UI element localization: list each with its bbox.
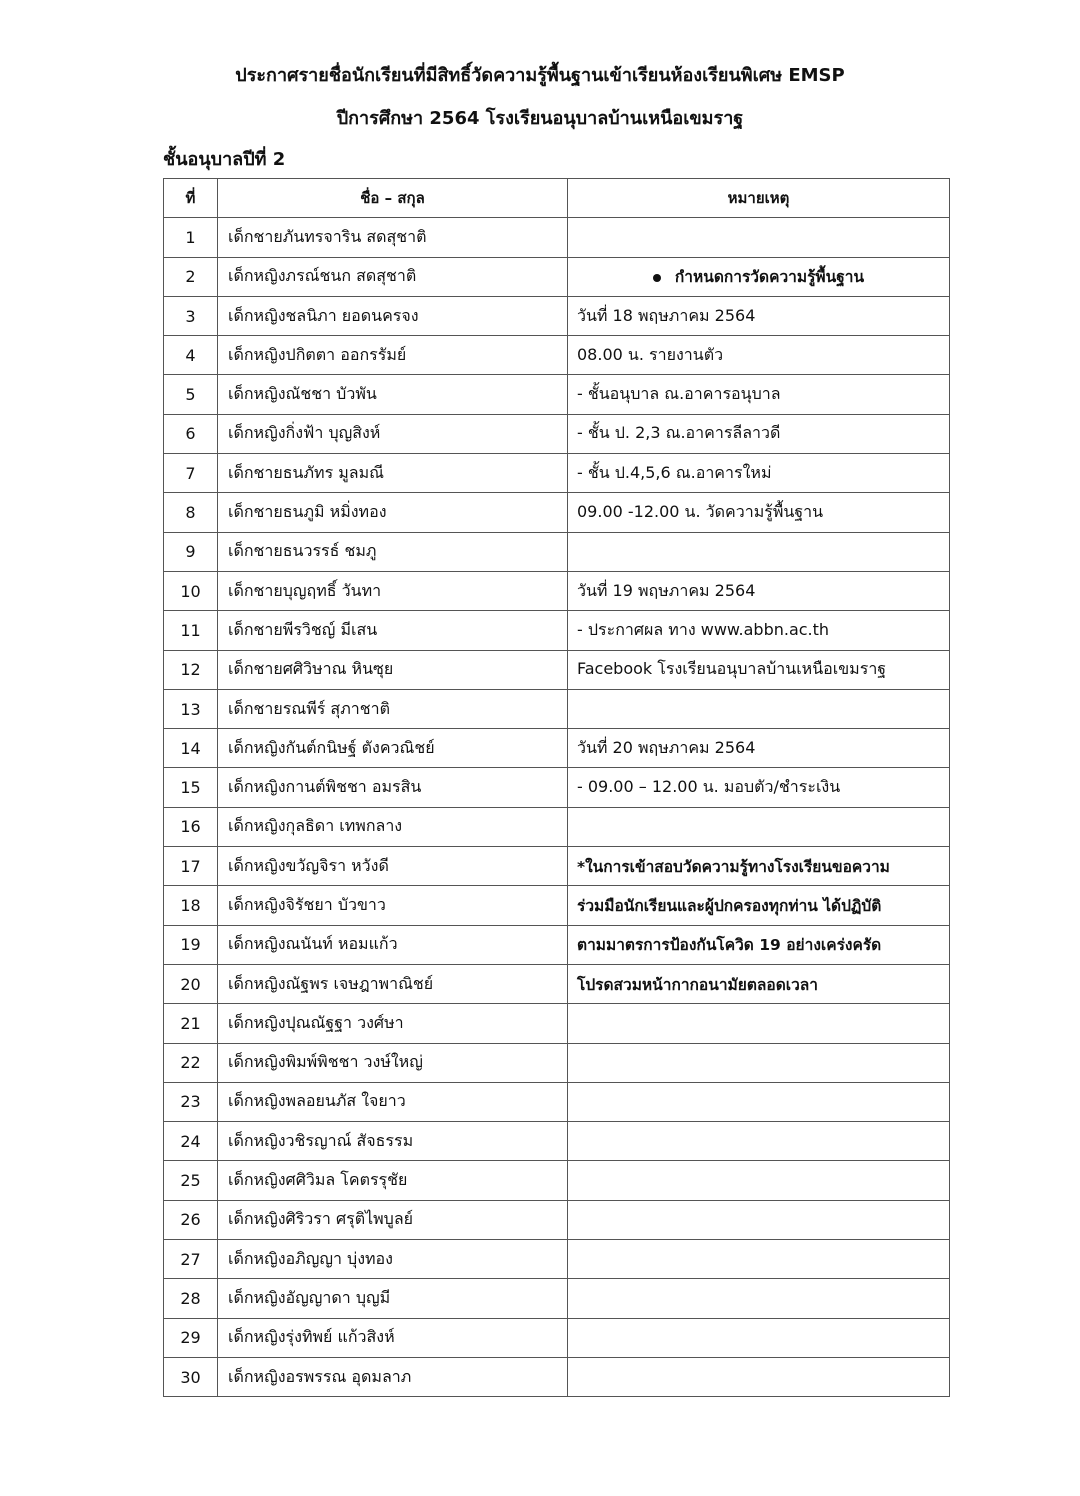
table-header-row [164, 179, 950, 218]
note-cell: วันที่ 20 พฤษภาคม 2564 [568, 729, 950, 768]
student-name: เด็กหญิงณัชชา บัวพัน [218, 375, 568, 414]
student-name: เด็กหญิงพิมพ์พิชชา วงษ์ใหญ่ [218, 1043, 568, 1082]
table-row [164, 807, 950, 846]
student-name: เด็กชายบุญฤทธิ์ วันทา [218, 571, 568, 610]
table-row [164, 1043, 950, 1082]
student-name: เด็กหญิงกิ่งฟ้า บุญสิงห์ [218, 414, 568, 453]
note-cell [568, 257, 950, 296]
student-name: เด็กชายธนภูมิ หมิ่งทอง [218, 493, 568, 532]
table-row [164, 493, 950, 532]
note-cell [568, 1004, 950, 1043]
row-number: 27 [164, 1240, 218, 1279]
row-number: 8 [164, 493, 218, 532]
page-title: ประกาศรายชื่อนักเรียนที่มีสิทธิ์วัดความรู้พื้นฐานเข้าเรียนห้องเรียนพิเศษ EMSP [235, 65, 845, 86]
row-number: 24 [164, 1122, 218, 1161]
table-row [164, 571, 950, 610]
row-number: 20 [164, 964, 218, 1003]
note-cell [568, 1240, 950, 1279]
note-cell: Facebook โรงเรียนอนุบาลบ้านเหนือเขมราฐ [568, 650, 950, 689]
note-cell: - ชั้น ป. 2,3 ณ.อาคารลีลาวดี [568, 414, 950, 453]
table-row [164, 964, 950, 1003]
table-row [164, 1318, 950, 1357]
row-number: 28 [164, 1279, 218, 1318]
student-name: เด็กหญิงขวัญจิรา หวังดี [218, 847, 568, 886]
table-row [164, 925, 950, 964]
row-number: 5 [164, 375, 218, 414]
table-row [164, 768, 950, 807]
student-name: เด็กหญิงกานต์พิชชา อมรสิน [218, 768, 568, 807]
header-name: ชื่อ – สกุล [218, 179, 568, 218]
table-row [164, 1279, 950, 1318]
note-cell: - ชั้น ป.4,5,6 ณ.อาคารใหม่ [568, 454, 950, 493]
student-name: เด็กหญิงปุณณัฐฐา วงศ์ษา [218, 1004, 568, 1043]
student-name: เด็กชายรณพีร์ สุภาชาติ [218, 689, 568, 728]
note-cell: วันที่ 19 พฤษภาคม 2564 [568, 571, 950, 610]
table-row [164, 532, 950, 571]
student-name: เด็กหญิงอัญญาดา บุญมี [218, 1279, 568, 1318]
student-name: เด็กหญิงปกิตตา ออกรรัมย์ [218, 336, 568, 375]
table-row [164, 1082, 950, 1121]
row-number: 23 [164, 1082, 218, 1121]
note-cell: ตามมาตรการป้องกันโควิด 19 อย่างเคร่งครัด [568, 925, 950, 964]
row-number: 1 [164, 218, 218, 257]
note-cell [568, 689, 950, 728]
table-row [164, 1357, 950, 1396]
student-name: เด็กหญิงศิริวรา ศรุติไพบูลย์ [218, 1200, 568, 1239]
student-name: เด็กหญิงพลอยนภัส ใจยาว [218, 1082, 568, 1121]
row-number: 17 [164, 847, 218, 886]
note-cell [568, 807, 950, 846]
header-no: ที่ [164, 179, 218, 218]
row-number: 15 [164, 768, 218, 807]
table-row [164, 689, 950, 728]
page-subtitle: ปีการศึกษา 2564 โรงเรียนอนุบาลบ้านเหนือเขมราฐ [336, 108, 744, 129]
student-name: เด็กหญิงศศิวิมล โคตรรุชัย [218, 1161, 568, 1200]
table-row [164, 336, 950, 375]
note-cell [568, 1043, 950, 1082]
row-number: 9 [164, 532, 218, 571]
table-row [164, 729, 950, 768]
note-text: กำหนดการวัดความรู้พื้นฐาน [674, 268, 865, 287]
student-name: เด็กหญิงอภิญญา บุ่งทอง [218, 1240, 568, 1279]
student-name: เด็กหญิงชลนิภา ยอดนครจง [218, 296, 568, 335]
student-name: เด็กหญิงกุลธิดา เทพกลาง [218, 807, 568, 846]
student-table [163, 178, 950, 1397]
student-name: เด็กหญิงภรณ์ชนก สดสุชาติ [218, 257, 568, 296]
table-row [164, 1122, 950, 1161]
note-cell [568, 1279, 950, 1318]
student-name: เด็กชายธนวรรธ์ ชมภู [218, 532, 568, 571]
table-body [164, 218, 950, 1397]
note-cell: ร่วมมือนักเรียนและผู้ปกครองทุกท่าน ได้ปฏิบัติ [568, 886, 950, 925]
row-number: 19 [164, 925, 218, 964]
row-number: 11 [164, 611, 218, 650]
table-row [164, 414, 950, 453]
row-number: 3 [164, 296, 218, 335]
row-number: 13 [164, 689, 218, 728]
table-row [164, 1161, 950, 1200]
note-cell: 09.00 -12.00 น. วัดความรู้พื้นฐาน [568, 493, 950, 532]
note-cell: โปรดสวมหน้ากากอนามัยตลอดเวลา [568, 964, 950, 1003]
student-name: เด็กหญิงวชิรญาณ์ สัจธรรม [218, 1122, 568, 1161]
note-cell: - ประกาศผล ทาง www.abbn.ac.th [568, 611, 950, 650]
table-row [164, 375, 950, 414]
row-number: 26 [164, 1200, 218, 1239]
row-number: 10 [164, 571, 218, 610]
row-number: 2 [164, 257, 218, 296]
row-number: 22 [164, 1043, 218, 1082]
table-row [164, 1200, 950, 1239]
table-row [164, 1240, 950, 1279]
row-number: 25 [164, 1161, 218, 1200]
header-note: หมายเหตุ [568, 179, 950, 218]
student-name: เด็กหญิงณนันท์ หอมแก้ว [218, 925, 568, 964]
row-number: 30 [164, 1357, 218, 1396]
table-row [164, 611, 950, 650]
row-number: 21 [164, 1004, 218, 1043]
student-name: เด็กชายธนภัทร มูลมณี [218, 454, 568, 493]
student-name: เด็กหญิงณัฐพร เจษฎาพาณิชย์ [218, 964, 568, 1003]
table-row [164, 218, 950, 257]
note-cell: 08.00 น. รายงานตัว [568, 336, 950, 375]
note-cell: - ชั้นอนุบาล ณ.อาคารอนุบาล [568, 375, 950, 414]
table-row [164, 650, 950, 689]
row-number: 14 [164, 729, 218, 768]
table-row [164, 257, 950, 296]
note-cell [568, 218, 950, 257]
student-name: เด็กหญิงอรพรรณ อุดมลาภ [218, 1357, 568, 1396]
row-number: 16 [164, 807, 218, 846]
row-number: 12 [164, 650, 218, 689]
row-number: 4 [164, 336, 218, 375]
note-cell: - 09.00 – 12.00 น. มอบตัว/ชำระเงิน [568, 768, 950, 807]
table-row [164, 296, 950, 335]
student-name: เด็กหญิงกันต์กนิษฐ์ ตังควณิชย์ [218, 729, 568, 768]
row-number: 29 [164, 1318, 218, 1357]
student-name: เด็กชายศศิวิษาณ หินซุย [218, 650, 568, 689]
table-row [164, 847, 950, 886]
row-number: 6 [164, 414, 218, 453]
grade-heading: ชั้นอนุบาลปีที่ 2 [163, 149, 286, 170]
table-row [164, 1004, 950, 1043]
note-cell: *ในการเข้าสอบวัดความรู้ทางโรงเรียนขอความ [568, 847, 950, 886]
bullet-icon [653, 274, 661, 282]
row-number: 7 [164, 454, 218, 493]
table-row [164, 454, 950, 493]
note-cell [568, 1200, 950, 1239]
student-name: เด็กหญิงรุ่งทิพย์ แก้วสิงห์ [218, 1318, 568, 1357]
note-cell [568, 532, 950, 571]
student-name: เด็กหญิงจิรัชยา บัวขาว [218, 886, 568, 925]
student-name: เด็กชายภันทรจาริน สดสุชาติ [218, 218, 568, 257]
note-cell [568, 1357, 950, 1396]
row-number: 18 [164, 886, 218, 925]
note-cell [568, 1082, 950, 1121]
note-cell [568, 1161, 950, 1200]
note-cell [568, 1318, 950, 1357]
note-cell [568, 1122, 950, 1161]
student-name: เด็กชายพีรวิชญ์ มีเสน [218, 611, 568, 650]
note-cell: วันที่ 18 พฤษภาคม 2564 [568, 296, 950, 335]
table-row [164, 886, 950, 925]
